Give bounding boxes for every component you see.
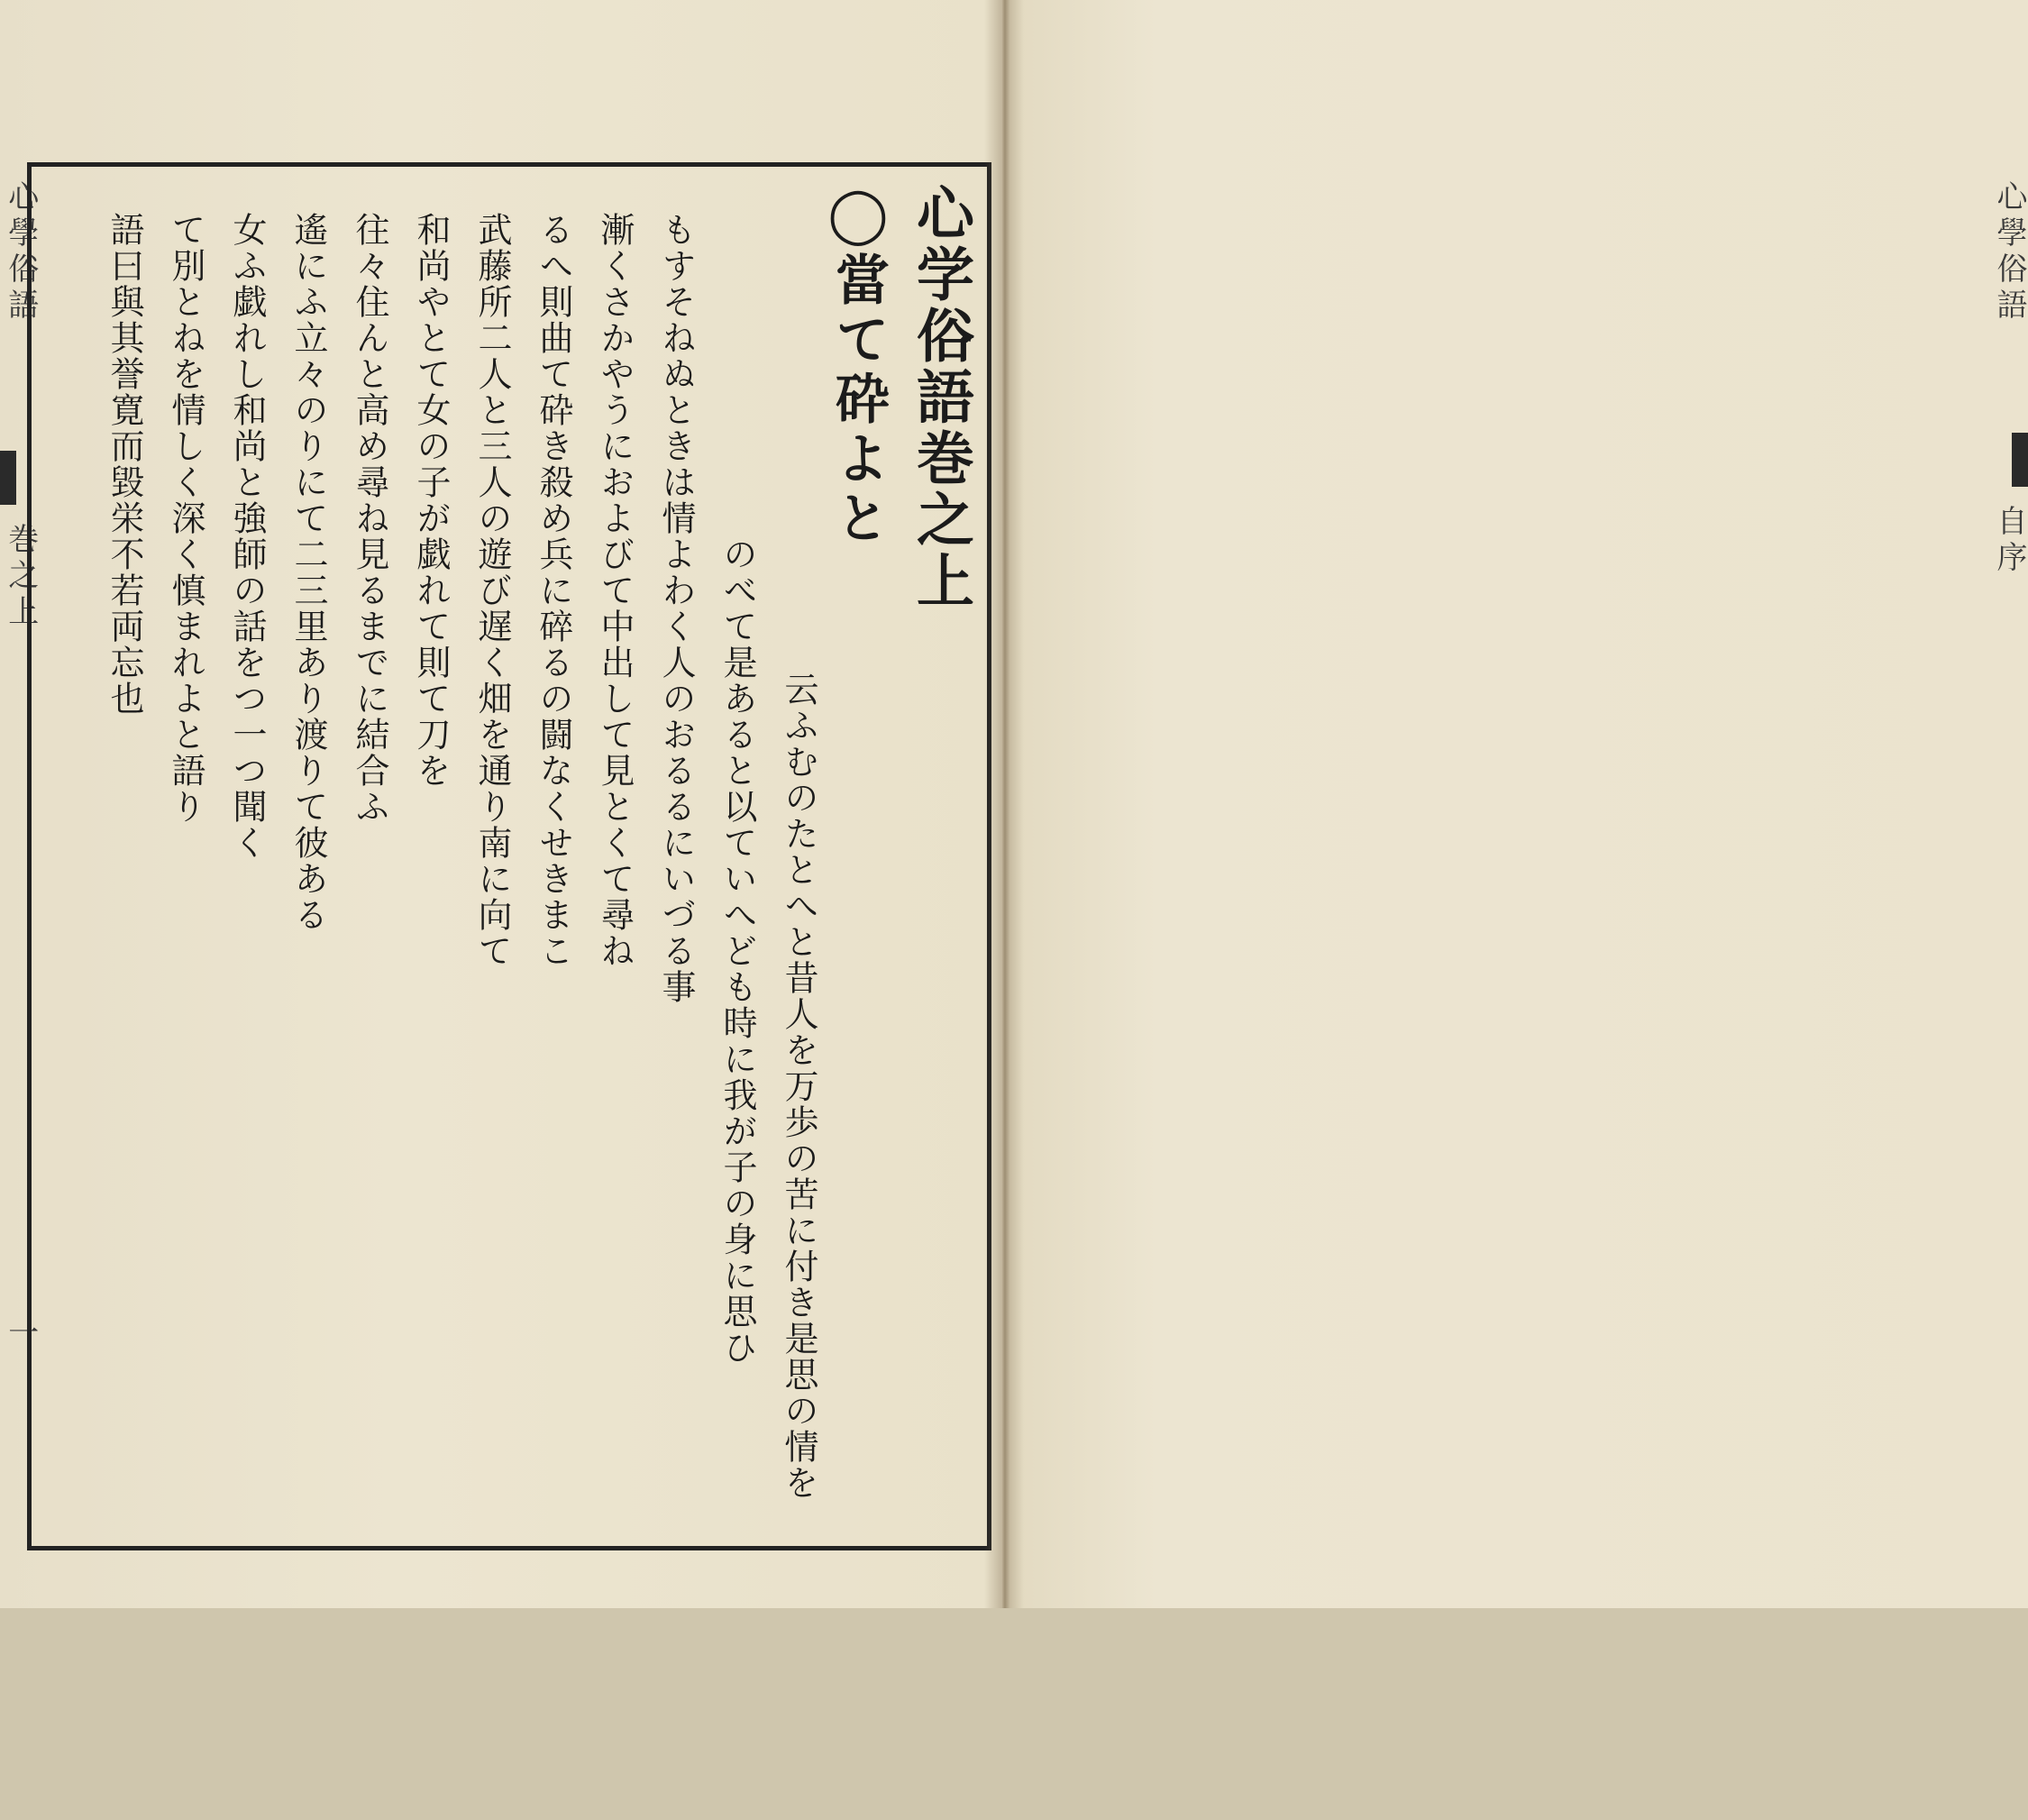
body-column-2: のべて是あると以ていへども時に我が子の身に思ひ — [717, 536, 757, 1366]
body-column-10: 女ふ戯れし和尚と強師の話をつ一つ聞く — [227, 212, 267, 861]
left-margin-page-number: 一 — [2, 1316, 39, 1352]
left-text-frame — [27, 162, 991, 1550]
right-page — [1002, 0, 2028, 1608]
body-column-8: 往々住んと高め尋ね見るまでに結合ふ — [350, 212, 389, 825]
body-column-7: 和尚やとて女の子が戯れて則て刀を — [411, 212, 451, 789]
left-margin-title: 心學俗語 — [2, 180, 39, 325]
left-page — [0, 0, 1002, 1608]
body-column-5: るへ則曲て砕き殺め兵に碎るの闘なくせきまこ — [534, 212, 573, 969]
volume-title: 心学俗語巻之上 — [907, 183, 974, 612]
fold-marker-right — [2012, 433, 2028, 487]
body-column-6: 武藤所二人と三人の遊び遅く畑を通り南に向て — [472, 212, 512, 969]
body-column-9: 遙にふ立々のりにて二三里あり渡りて彼ある — [288, 212, 328, 933]
body-column-12: 語曰與其誉寛而毀栄不若両忘也 — [105, 212, 144, 717]
left-margin-volume: 巻之上 — [2, 523, 39, 631]
body-column-4: 漸くさかやうにおよびて中出して見とくて尋ね — [595, 212, 635, 969]
right-margin-title: 心學俗語 — [1991, 180, 2027, 325]
chapter-heading: ◯當て砕よと — [827, 183, 890, 549]
body-column-1: 云ふむのたとへと昔人を万歩の苦に付き是思の情を — [779, 672, 818, 1501]
fold-marker — [0, 451, 16, 505]
body-column-3: もすそねぬときは情よわく人のおるるにいづる事 — [656, 212, 696, 1005]
book-gutter — [984, 0, 1024, 1608]
right-margin-section: 自序 — [1991, 505, 2027, 577]
body-column-11: て別とねを情しく深く慎まれよと語り — [166, 212, 206, 825]
